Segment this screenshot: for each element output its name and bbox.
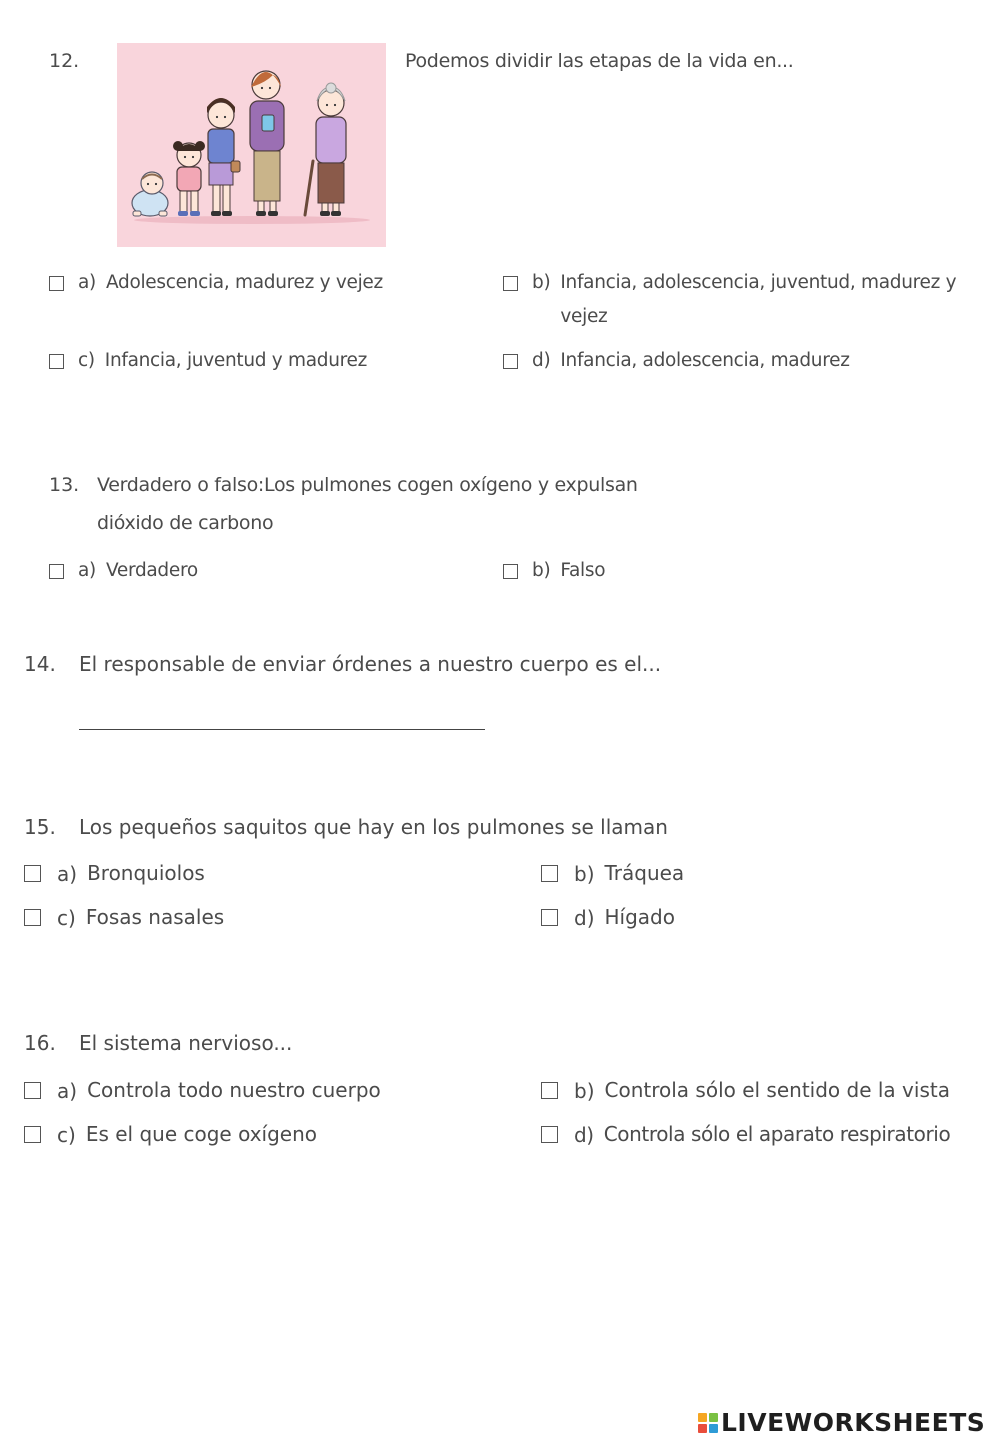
option-b[interactable] xyxy=(503,272,963,334)
question-number: 12. xyxy=(49,50,80,72)
checkbox[interactable] xyxy=(24,1126,41,1143)
option-b[interactable] xyxy=(541,862,684,890)
option-text: Controla todo nuestro cuerpo xyxy=(87,1078,381,1102)
option-letter: d) xyxy=(574,906,595,930)
option-c[interactable] xyxy=(24,906,224,934)
checkbox[interactable] xyxy=(541,909,558,926)
question-number: 16. xyxy=(24,1031,56,1055)
logo-icon xyxy=(698,1413,718,1433)
option-b[interactable] xyxy=(541,1079,950,1107)
answer-blank-input[interactable] xyxy=(79,700,485,730)
option-letter: c) xyxy=(57,1123,76,1147)
option-d[interactable] xyxy=(541,906,675,934)
checkbox[interactable] xyxy=(24,909,41,926)
question-text: El sistema nervioso... xyxy=(79,1031,293,1055)
option-letter: c) xyxy=(57,906,76,930)
option-letter: a) xyxy=(78,272,96,293)
option-letter: b) xyxy=(532,272,551,293)
option-d[interactable] xyxy=(541,1123,950,1151)
option-c[interactable] xyxy=(24,1123,317,1151)
option-letter: b) xyxy=(574,862,595,886)
checkbox[interactable] xyxy=(49,354,64,369)
question-number: 15. xyxy=(24,815,56,839)
option-text: Es el que coge oxígeno xyxy=(85,1122,317,1146)
option-letter: d) xyxy=(574,1123,594,1147)
option-text: Bronquiolos xyxy=(87,861,205,885)
option-letter: a) xyxy=(57,1079,78,1103)
adult-figure xyxy=(250,71,284,216)
liveworksheets-logo xyxy=(698,1408,985,1437)
child-figure xyxy=(173,141,205,216)
checkbox[interactable] xyxy=(24,865,41,882)
option-text: Controla sólo el sentido de la vista xyxy=(604,1078,950,1102)
checkbox[interactable] xyxy=(49,276,64,291)
life-stages-illustration xyxy=(117,43,386,247)
option-text: Hígado xyxy=(604,905,675,929)
checkbox[interactable] xyxy=(503,276,518,291)
logo-block xyxy=(698,1424,707,1433)
question-text: Los pequeños saquitos que hay en los pulmones se llaman xyxy=(79,815,668,839)
option-a[interactable] xyxy=(49,560,198,588)
life-stages-family-icon xyxy=(117,43,386,247)
option-c[interactable] xyxy=(49,350,367,378)
option-b[interactable] xyxy=(503,560,605,588)
option-text: Tráquea xyxy=(604,861,685,885)
option-a[interactable] xyxy=(24,1079,381,1107)
question-text: Verdadero o falso:Los pulmones cogen oxígeno y expulsan dióxido de carbono xyxy=(97,474,638,534)
checkbox[interactable] xyxy=(541,1126,558,1143)
option-text: Verdadero xyxy=(105,560,198,581)
option-letter: a) xyxy=(57,862,78,886)
option-text: Fosas nasales xyxy=(85,905,225,929)
question-number: 13. xyxy=(49,474,80,496)
option-letter: d) xyxy=(532,350,551,371)
baby-figure xyxy=(132,172,168,216)
logo-text: LIVEWORKSHEETS xyxy=(721,1408,986,1437)
option-letter: a) xyxy=(78,560,96,581)
option-letter: b) xyxy=(574,1079,595,1103)
checkbox[interactable] xyxy=(541,1082,558,1099)
logo-block xyxy=(709,1424,718,1433)
option-text: Falso xyxy=(560,560,606,581)
option-text: Controla sólo el aparato respiratorio xyxy=(603,1122,951,1146)
teen-figure xyxy=(207,98,240,216)
option-a[interactable] xyxy=(24,862,205,890)
option-a[interactable] xyxy=(49,272,383,300)
option-letter: c) xyxy=(78,350,95,371)
question-text: El responsable de enviar órdenes a nuestro cuerpo es el... xyxy=(79,652,662,676)
checkbox[interactable] xyxy=(24,1082,41,1099)
checkbox[interactable] xyxy=(541,865,558,882)
logo-block xyxy=(709,1413,718,1422)
option-letter: b) xyxy=(532,560,551,581)
logo-block xyxy=(698,1413,707,1422)
question-number: 14. xyxy=(24,652,56,676)
option-text: Infancia, juventud y madurez xyxy=(104,350,368,371)
option-d[interactable] xyxy=(503,350,850,378)
question-text: Podemos dividir las etapas de la vida en... xyxy=(405,50,794,72)
option-text: Adolescencia, madurez y vejez xyxy=(105,272,383,293)
checkbox[interactable] xyxy=(49,564,64,579)
checkbox[interactable] xyxy=(503,354,518,369)
option-text: Infancia, adolescencia, madurez xyxy=(560,350,850,371)
checkbox[interactable] xyxy=(503,564,518,579)
option-text: Infancia, adolescencia, juventud, madurez y vejez xyxy=(560,272,957,327)
elderly-figure xyxy=(305,83,346,216)
